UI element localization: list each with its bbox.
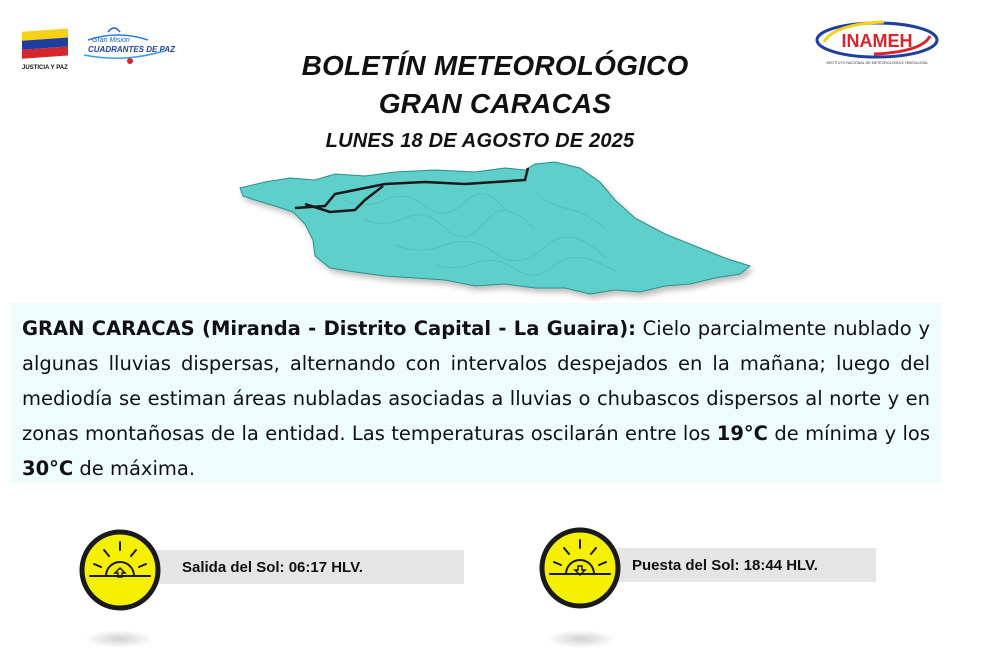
sunset-icon [538,526,622,610]
inameh-text: INAMEH [841,31,913,51]
sunrise-label-box [150,550,464,584]
forecast-body-2: de mínima y los [768,422,930,445]
justicia-y-paz-text: JUSTICIA Y PAZ [22,65,68,71]
forecast-body-1: Cielo parcialmente nublado y algunas lluvias dispersas, alternando con intervalos despejados en la mañana; luego del mediodía se estiman áreas nubladas asociadas a lluvias o chubascos dispersos al norte y en zonas montañosas de la entidad. Las temperaturas oscilarán entre los [22,317,930,445]
bulletin-date: LUNES 18 DE AGOSTO DE 2025 [325,130,635,152]
forecast-text [22,311,930,486]
cuadrantes-de-paz-text: CUADRANTES DE PAZ [88,45,175,54]
region-title: GRAN CARACAS [378,88,612,119]
sunset-label: Puesta del Sol: 18:44 HLV. [632,556,818,574]
sunset-label-box [612,548,876,582]
forecast-body-3: de máxima. [73,457,196,480]
forecast-region: GRAN CARACAS (Miranda - Distrito Capital - La Guaira): [22,317,636,340]
forecast-box [10,303,942,483]
sunrise-icon [78,528,162,612]
sunrise-shadow [84,630,154,648]
sunset-shadow [546,630,616,648]
inameh-subtext: INSTITUTO NACIONAL DE METEOROLOGÍA E HIDROLOGÍA [826,61,928,65]
gran-caracas-map [235,160,755,300]
bulletin-title: BOLETÍN METEOROLÓGICO [301,50,689,81]
sunrise-label: Salida del Sol: 06:17 HLV. [182,558,363,576]
temp-min: 19°C [716,422,768,445]
gran-mision-text: Gran Misión [92,37,130,44]
temp-max: 30°C [22,457,74,480]
